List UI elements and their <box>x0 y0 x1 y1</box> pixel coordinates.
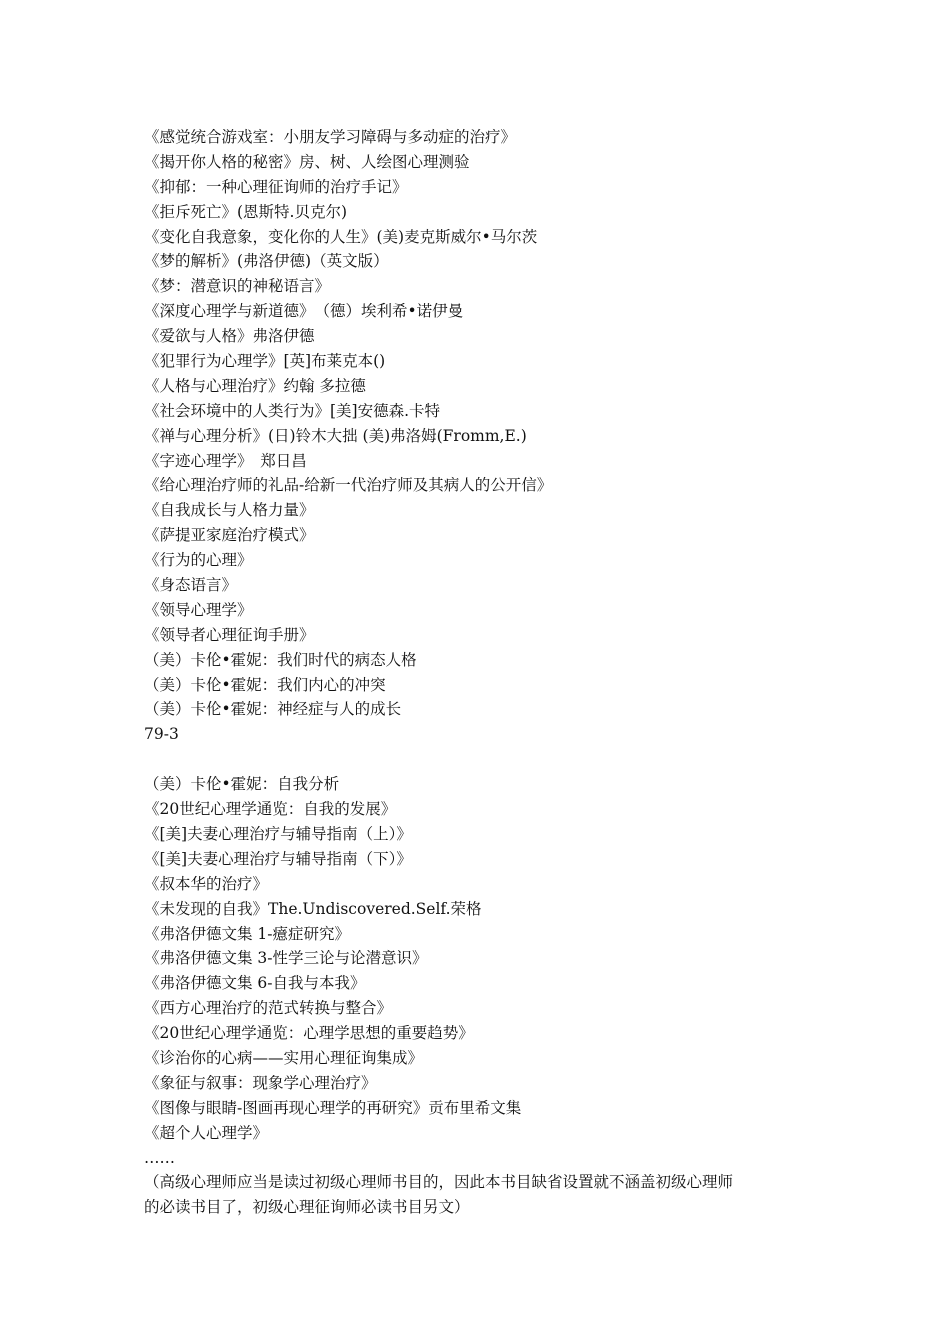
list-item: 《犯罪行为心理学》[英]布莱克本() <box>144 352 386 371</box>
list-item: （美）卡伦•霍妮：自我分析 <box>144 775 340 794</box>
list-item: 《诊治你的心病——实用心理征询集成》 <box>144 1048 424 1067</box>
list-item: 《身态语言》 <box>144 576 238 595</box>
list-item: 《[美]夫妻心理治疗与辅导指南（下）》 <box>144 849 412 868</box>
list-item: 《拒斥死亡》(恩斯特.贝克尔) <box>144 202 348 221</box>
list-item: 《禅与心理分析》(日)铃木大拙 (美)弗洛姆(Fromm,E.) <box>144 426 527 445</box>
ellipsis: …… <box>144 1148 175 1167</box>
book-list-part-2 <box>144 772 824 1145</box>
list-item: 《弗洛伊德文集 6-自我与本我》 <box>144 974 366 993</box>
list-item: 《弗洛伊德文集 1-癔症研究》 <box>144 924 351 943</box>
book-list-part-1 <box>144 125 824 722</box>
list-item: 《变化自我意象，变化你的人生》(美)麦克斯威尔•马尔茨 <box>144 227 538 246</box>
list-item: 《萨提亚家庭治疗模式》 <box>144 526 315 545</box>
list-item: 《人格与心理治疗》约翰 多拉德 <box>144 376 366 395</box>
list-item: 《社会环境中的人类行为》[美]安德森.卡特 <box>144 401 441 420</box>
list-item: 《领导心理学》 <box>144 600 253 619</box>
list-item: 《西方心理治疗的范式转换与整合》 <box>144 999 393 1018</box>
list-item: 《弗洛伊德文集 3-性学三论与论潜意识》 <box>144 949 428 968</box>
list-item: 《感觉统合游戏室：小朋友学习障碍与多动症的治疗》 <box>144 128 517 146</box>
list-item: 《超个人心理学》 <box>144 1123 269 1142</box>
list-item: （美）卡伦•霍妮：我们内心的冲突 <box>144 675 386 694</box>
list-item: 《字迹心理学》 郑日昌 <box>144 451 307 470</box>
list-item: 《揭开你人格的秘密》房、树、人绘图心理测验 <box>144 152 470 171</box>
list-item: 《梦：潜意识的神秘语言》 <box>144 277 331 296</box>
spacer <box>144 747 824 772</box>
list-item: 《给心理治疗师的礼品-给新一代治疗师及其病人的公开信》 <box>144 476 553 495</box>
list-item: 《[美]夫妻心理治疗与辅导指南（上）》 <box>144 824 412 843</box>
list-item: 《抑郁：一种心理征询师的治疗手记》 <box>144 177 408 196</box>
list-item: 《未发现的自我》The.Undiscovered.Self.荣格 <box>144 899 482 918</box>
list-item: 《梦的解析》(弗洛伊德)（英文版） <box>144 252 389 271</box>
list-item: 《深度心理学与新道德》 （德）埃利希•诺伊曼 <box>144 302 464 321</box>
list-item: 《行为的心理》 <box>144 551 253 570</box>
list-item: 《爱欲与人格》弗洛伊德 <box>144 327 315 346</box>
list-item: 《叔本华的治疗》 <box>144 874 269 893</box>
list-item: 《20世纪心理学通览：自我的发展》 <box>144 800 397 819</box>
document-body <box>144 125 824 1220</box>
list-item: 《图像与眼睛-图画再现心理学的再研究》贡布里希文集 <box>144 1098 522 1117</box>
list-item: 《自我成长与人格力量》 <box>144 501 315 520</box>
list-item: 《象征与叙事：现象学心理治疗》 <box>144 1073 377 1092</box>
closing-note: （高级心理师应当是读过初级心理师书目的，因此本书目缺省设置就不涵盖初级心理师的必读书目了，初级心理征询师必读书目另文） <box>144 1173 734 1217</box>
page-marker: 79-3 <box>144 725 179 744</box>
list-item: （美）卡伦•霍妮：神经症与人的成长 <box>144 700 402 719</box>
list-item: 《20世纪心理学通览：心理学思想的重要趋势》 <box>144 1024 474 1043</box>
list-item: （美）卡伦•霍妮：我们时代的病态人格 <box>144 650 417 669</box>
list-item: 《领导者心理征询手册》 <box>144 625 315 644</box>
